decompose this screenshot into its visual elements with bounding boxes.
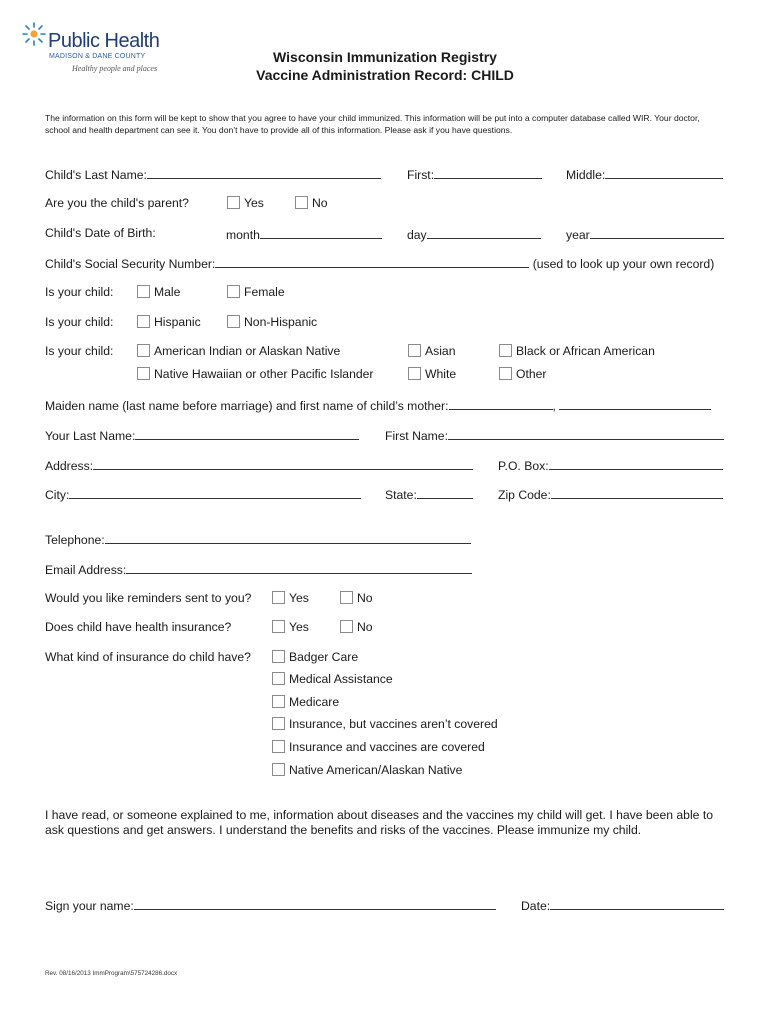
black-label: Black or African American — [516, 344, 655, 358]
telephone-field[interactable] — [105, 531, 471, 544]
state-row — [385, 486, 473, 503]
logo-subtitle: MADISON & DANE COUNTY — [49, 53, 146, 60]
dob-day-label: day — [407, 228, 427, 242]
revision-note: Rev. 08/16/2013 ImmProgram\575724286.docx — [45, 970, 178, 977]
maiden-last-name-field[interactable] — [449, 397, 553, 410]
maiden-name-label: Maiden name (last name before marriage) and first name of child’s mother: — [45, 399, 449, 413]
native-hawaiian-label: Native Hawaiian or other Pacific Islander — [154, 367, 374, 381]
hispanic-label: Hispanic — [154, 315, 201, 329]
your-first-name-label: First Name: — [385, 429, 448, 443]
child-middle-name-label: Middle: — [566, 168, 606, 182]
insurance-no-checkbox[interactable] — [340, 620, 353, 633]
child-last-name-label: Child's Last Name: — [45, 168, 147, 182]
signature-row — [45, 897, 496, 914]
male-label: Male — [154, 285, 181, 299]
insurance-vaccines-not-covered-checkbox[interactable] — [272, 717, 285, 730]
american-indian-label: American Indian or Alaskan Native — [154, 344, 341, 358]
date-label: Date: — [521, 899, 551, 913]
dob-year-field[interactable] — [590, 226, 724, 239]
sunburst-icon — [22, 22, 46, 46]
parent-no-label: No — [312, 196, 328, 210]
intro-text: The information on this form will be kept to show that you agree to have your child immunized. This information will be put into a computer database called WIR. Your doctor, school and health department can see it. You don’t have to provide all of this information. Please ask if you have questions. — [45, 113, 700, 135]
reminders-no-label: No — [357, 591, 373, 605]
ssn-note: (used to look up your own record) — [532, 257, 715, 271]
sex-label: Is your child: — [45, 285, 114, 299]
signature-label: Sign your name: — [45, 899, 134, 913]
dob-day-field[interactable] — [427, 226, 541, 239]
non-hispanic-label: Non-Hispanic — [244, 315, 318, 329]
insurance-kind-question: What kind of insurance do child have? — [45, 650, 251, 664]
medicare-checkbox[interactable] — [272, 695, 285, 708]
maiden-name-row — [45, 397, 711, 414]
dob-month-label: month — [226, 228, 260, 242]
dob-month-row — [226, 226, 382, 243]
ethnicity-label: Is your child: — [45, 315, 114, 329]
dob-day-row — [407, 226, 541, 243]
logo-tagline: Healthy people and places — [72, 64, 158, 73]
asian-label: Asian — [425, 344, 456, 358]
medicare-label: Medicare — [289, 695, 340, 709]
address-field[interactable] — [93, 457, 473, 470]
parent-yes-label: Yes — [244, 196, 264, 210]
dob-year-label: year — [566, 228, 590, 242]
your-last-name-row — [45, 427, 359, 444]
male-checkbox[interactable] — [137, 285, 150, 298]
reminders-yes-label: Yes — [289, 591, 309, 605]
medical-assistance-checkbox[interactable] — [272, 672, 285, 685]
logo — [22, 22, 162, 78]
ssn-label: Child's Social Security Number: — [45, 257, 216, 271]
parent-no-checkbox[interactable] — [295, 196, 308, 209]
reminders-question: Would you like reminders sent to you? — [45, 591, 252, 605]
child-middle-name-row — [566, 166, 723, 183]
state-label: State: — [385, 488, 417, 502]
telephone-label: Telephone: — [45, 533, 105, 547]
child-first-name-row — [407, 166, 542, 183]
asian-checkbox[interactable] — [408, 344, 421, 357]
insurance-vaccines-covered-checkbox[interactable] — [272, 740, 285, 753]
insurance-yes-label: Yes — [289, 620, 309, 634]
insurance-no-label: No — [357, 620, 373, 634]
your-first-name-row — [385, 427, 724, 444]
parent-question: Are you the child's parent? — [45, 196, 189, 210]
address-label: Address: — [45, 459, 94, 473]
non-hispanic-checkbox[interactable] — [227, 315, 240, 328]
dob-month-field[interactable] — [260, 226, 382, 239]
child-first-name-label: First: — [407, 168, 435, 182]
reminders-yes-checkbox[interactable] — [272, 591, 285, 604]
maiden-comma: , — [552, 399, 556, 413]
child-last-name-row — [45, 166, 381, 183]
badger-care-checkbox[interactable] — [272, 650, 285, 663]
signature-field[interactable] — [134, 897, 496, 910]
logo-name: Public Health — [48, 30, 160, 52]
dob-label: Child's Date of Birth: — [45, 226, 156, 240]
title-line-1: Wisconsin Immunization Registry — [273, 49, 497, 65]
black-checkbox[interactable] — [499, 344, 512, 357]
female-label: Female — [244, 285, 285, 299]
mother-first-name-field[interactable] — [559, 397, 711, 410]
dob-year-row — [566, 226, 724, 243]
native-hawaiian-checkbox[interactable] — [137, 367, 150, 380]
child-last-name-field[interactable] — [147, 166, 381, 179]
native-american-insurance-checkbox[interactable] — [272, 763, 285, 776]
city-field[interactable] — [69, 486, 361, 499]
date-row — [521, 897, 724, 914]
po-box-label: P.O. Box: — [498, 459, 549, 473]
date-field[interactable] — [550, 897, 724, 910]
female-checkbox[interactable] — [227, 285, 240, 298]
your-last-name-field[interactable] — [135, 427, 359, 440]
insurance-vaccines-not-covered-label: Insurance, but vaccines aren’t covered — [289, 717, 498, 731]
insurance-vaccines-covered-label: Insurance and vaccines are covered — [289, 740, 485, 754]
title-line-2: Vaccine Administration Record: CHILD — [256, 67, 514, 83]
city-row — [45, 486, 361, 503]
race-label: Is your child: — [45, 344, 114, 358]
other-race-label: Other — [516, 367, 547, 381]
email-row — [45, 561, 472, 578]
ssn-field[interactable] — [215, 255, 529, 268]
po-box-row — [498, 457, 723, 474]
child-middle-name-field[interactable] — [605, 166, 723, 179]
white-checkbox[interactable] — [408, 367, 421, 380]
american-indian-checkbox[interactable] — [137, 344, 150, 357]
form-title — [200, 48, 570, 84]
zip-row — [498, 486, 723, 503]
address-row — [45, 457, 473, 474]
insurance-yes-checkbox[interactable] — [272, 620, 285, 633]
reminders-no-checkbox[interactable] — [340, 591, 353, 604]
parent-yes-checkbox[interactable] — [227, 196, 240, 209]
email-field[interactable] — [126, 561, 472, 574]
email-label: Email Address: — [45, 563, 127, 577]
po-box-field[interactable] — [549, 457, 723, 470]
your-last-name-label: Your Last Name: — [45, 429, 136, 443]
state-field[interactable] — [417, 486, 473, 499]
other-race-checkbox[interactable] — [499, 367, 512, 380]
ssn-row — [45, 255, 714, 272]
zip-label: Zip Code: — [498, 488, 551, 502]
city-label: City: — [45, 488, 70, 502]
hispanic-checkbox[interactable] — [137, 315, 150, 328]
badger-care-label: Badger Care — [289, 650, 359, 664]
native-american-insurance-label: Native American/Alaskan Native — [289, 763, 463, 777]
telephone-row — [45, 531, 471, 548]
medical-assistance-label: Medical Assistance — [289, 672, 393, 686]
insurance-question: Does child have health insurance? — [45, 620, 232, 634]
child-first-name-field[interactable] — [434, 166, 542, 179]
white-label: White — [425, 367, 457, 381]
zip-field[interactable] — [551, 486, 723, 499]
your-first-name-field[interactable] — [448, 427, 724, 440]
consent-text: I have read, or someone explained to me, information about diseases and the vaccines my child will get. I have been able to ask questions and get answers. I understand the benefits and risks of the vaccines. Please immunize my child. — [45, 808, 713, 837]
